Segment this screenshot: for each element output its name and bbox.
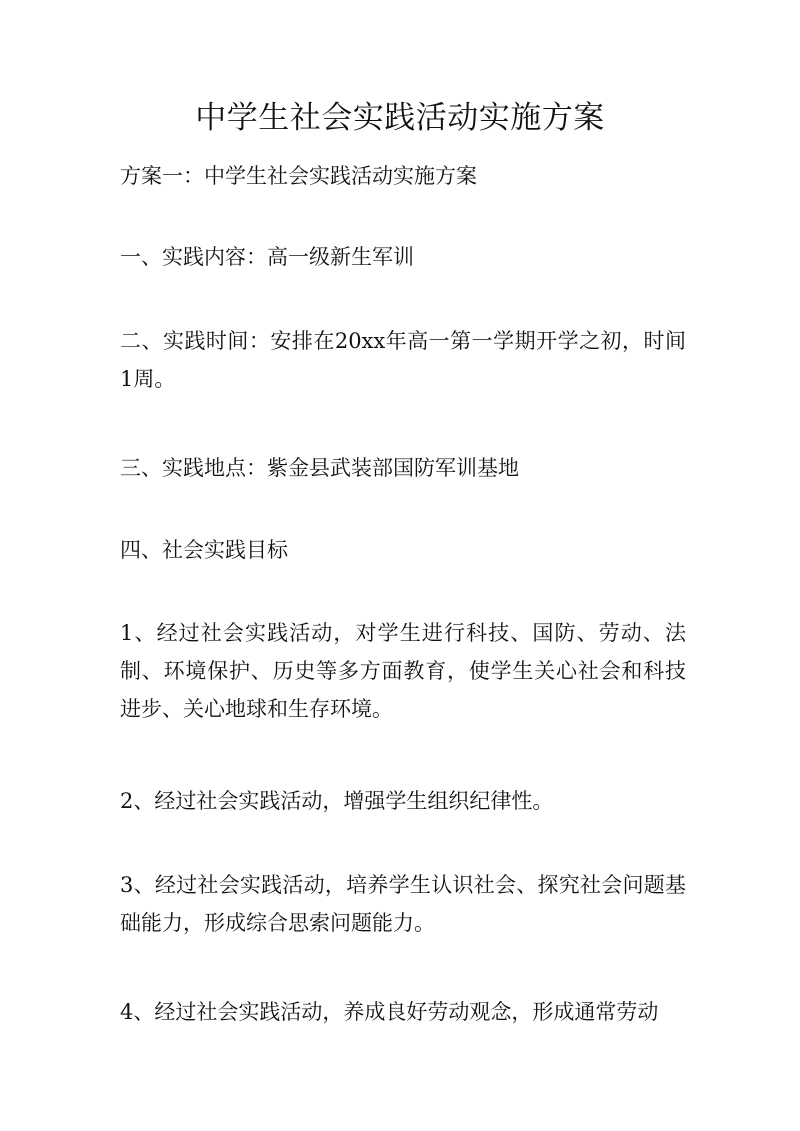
section-practice-goals: 四、社会实践目标 [120,538,288,562]
document-title: 中学生社会实践活动实施方案 [195,100,605,136]
scheme-heading: 方案一：中学生社会实践活动实施方案 [120,164,477,188]
section-practice-time: 二、实践时间：安排在20xx年高一第一学期开学之初，时间1周。 [120,329,686,391]
goal-item-2: 2、经过社会实践活动，增强学生组织纪律性。 [120,789,554,813]
goal-item-3: 3、经过社会实践活动，培养学生认识社会、探究社会问题基础能力，形成综合思索问题能力。 [120,873,686,935]
goal-item-4: 4、经过社会实践活动，养成良好劳动观念，形成通常劳动 [120,1000,659,1024]
section-practice-content: 一、实践内容：高一级新生军训 [120,245,414,269]
goal-item-1: 1、经过社会实践活动，对学生进行科技、国防、劳动、法制、环境保护、历史等多方面教育，使学生关心社会和科技进步、关心地球和生存环境。 [120,621,686,721]
section-practice-location: 三、实践地点：紫金县武装部国防军训基地 [120,456,519,480]
